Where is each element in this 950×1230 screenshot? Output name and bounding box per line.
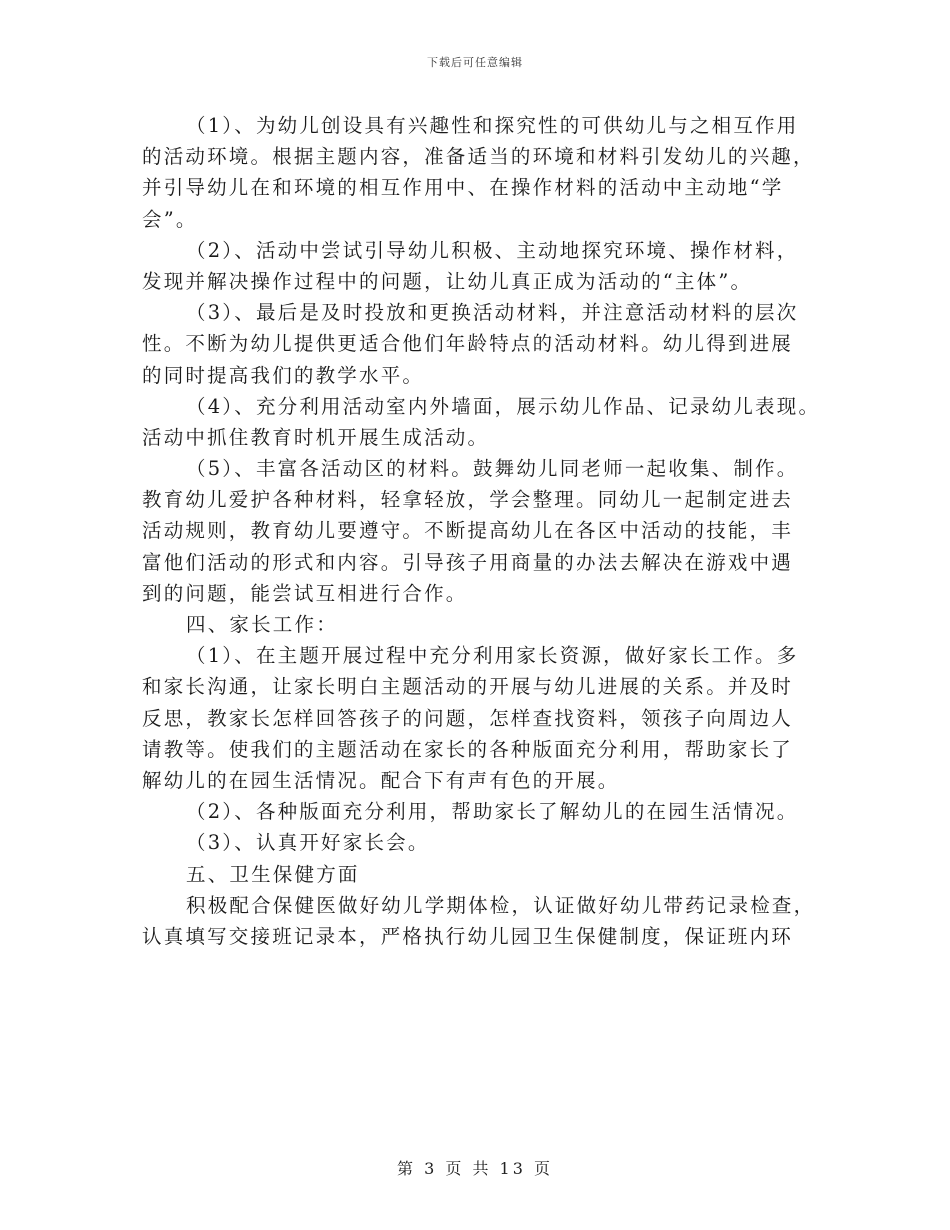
section-heading: 四、家长工作： <box>186 613 338 636</box>
text-line: 教育幼儿爱护各种材料，轻拿轻放，学会整理。同幼儿一起制定进去 <box>142 488 794 512</box>
text-line: （5）、丰富各活动区的材料。鼓舞幼儿同老师一起收集、制作。 <box>186 457 799 481</box>
text-line: 活动规则，教育幼儿要遵守。不断提高幼儿在各区中活动的技能，丰 <box>142 519 794 543</box>
text-line: （2）、各种版面充分利用，帮助家长了解幼儿的在园生活情况。 <box>186 800 799 824</box>
text-line: 的同时提高我们的教学水平。 <box>142 363 425 387</box>
text-line: （3）、认真开好家长会。 <box>186 831 430 855</box>
text-line: （4）、充分利用活动室内外墙面，展示幼儿作品、记录幼儿表现。 <box>186 394 821 418</box>
text-line: （3）、最后是及时投放和更换活动材料，并注意活动材料的层次 <box>186 301 799 325</box>
text-line: 反思，教家长怎样回答孩子的问题，怎样查找资料，领孩子向周边人 <box>142 706 794 730</box>
document-body <box>142 110 822 952</box>
section-heading: 五、卫生保健方面 <box>186 862 360 886</box>
text-line: （2）、活动中尝试引导幼儿积极、主动地探究环境、操作材料， <box>186 238 799 262</box>
text-line: （1）、在主题开展过程中充分利用家长资源，做好家长工作。多 <box>186 644 799 668</box>
text-line: （1）、为幼儿创设具有兴趣性和探究性的可供幼儿与之相互作用 <box>186 114 799 137</box>
page-header: 下载后可任意编辑 <box>427 56 523 69</box>
text-line: 活动中抓住教育时机开展生成活动。 <box>142 425 490 449</box>
text-line: 富他们活动的形式和内容。引导孩子用商量的办法去解决在游戏中遇 <box>142 550 794 574</box>
text-line: 会”。 <box>142 207 198 231</box>
text-line: 并引导幼儿在和环境的相互作用中、在操作材料的活动中主动地“学 <box>142 176 784 200</box>
text-line: 性。不断为幼儿提供更适合他们年龄特点的活动材料。幼儿得到进展 <box>142 332 794 356</box>
text-line: 积极配合保健医做好幼儿学期体检，认证做好幼儿带药记录检查， <box>186 893 816 917</box>
text-line: 和家长沟通，让家长明白主题活动的开展与幼儿进展的关系。并及时 <box>142 675 794 699</box>
text-line: 解幼儿的在园生活情况。配合下有声有色的开展。 <box>142 768 620 792</box>
text-line: 认真填写交接班记录本，严格执行幼儿园卫生保健制度，保证班内环 <box>142 924 794 948</box>
text-line: 发现并解决操作过程中的问题，让幼儿真正成为活动的“主体”。 <box>142 269 753 293</box>
text-line: 到的问题，能尝试互相进行合作。 <box>142 581 468 605</box>
text-line: 的活动环境。根据主题内容，准备适当的环境和材料引发幼儿的兴趣， <box>142 145 815 169</box>
page-number: 第 3 页 共 13 页 <box>397 1159 553 1178</box>
text-line: 请教等。使我们的主题活动在家长的各种版面充分利用，帮助家长了 <box>142 737 794 761</box>
